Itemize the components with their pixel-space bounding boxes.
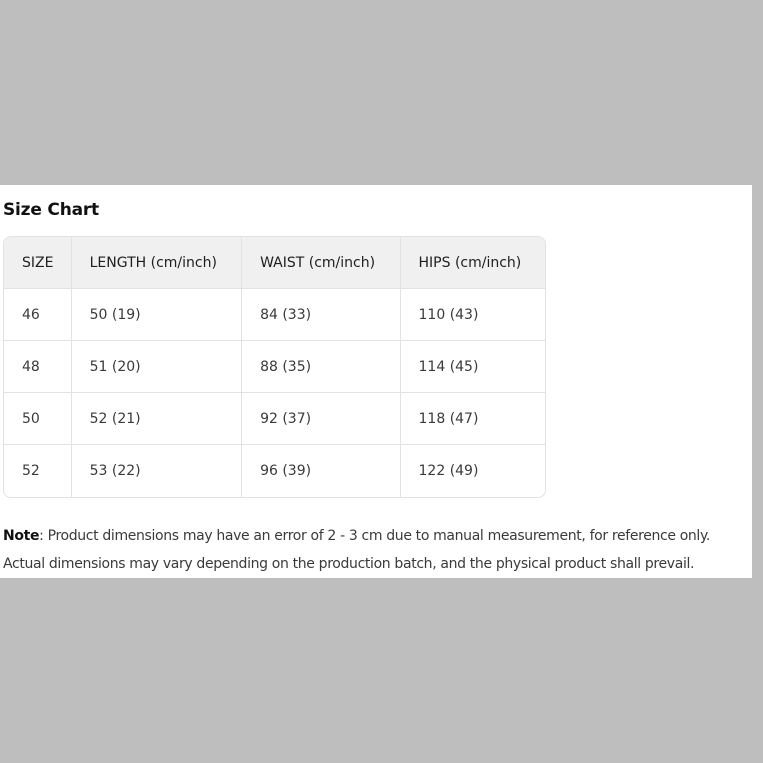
cell-hips: 122 (49) <box>418 463 479 479</box>
cell-length: 53 (22) <box>72 445 242 497</box>
header-waist: WAIST (cm/inch) <box>242 237 400 289</box>
page-title: Size Chart <box>3 200 99 220</box>
cell-waist: 92 (37) <box>242 393 400 445</box>
cell-size: 50 <box>4 393 72 445</box>
cell-size: 46 <box>4 289 72 341</box>
table-header-row <box>4 237 545 289</box>
table-row <box>4 289 545 341</box>
cell-size: 48 <box>4 341 72 393</box>
cell-waist: 84 (33) <box>242 289 400 341</box>
note-text-line-2: Actual dimensions may vary depending on the production batch, and the physical product shall prevail. <box>3 556 695 572</box>
table-row <box>4 341 545 393</box>
measurement-note <box>3 522 751 578</box>
cell-length: 51 (20) <box>72 341 242 393</box>
cell-waist: 96 (39) <box>242 445 400 497</box>
cell-waist: 88 (35) <box>242 341 400 393</box>
header-hips: HIPS (cm/inch) <box>401 237 545 289</box>
header-size: SIZE <box>4 237 72 289</box>
cell-length: 50 (19) <box>72 289 242 341</box>
note-label: Note <box>3 528 40 544</box>
size-chart-table <box>3 236 546 498</box>
cell-hips: 110 (43) <box>401 289 545 341</box>
cell-hips: 114 (45) <box>401 341 545 393</box>
cell-length: 52 (21) <box>72 393 242 445</box>
header-length: LENGTH (cm/inch) <box>72 237 242 289</box>
cell-size: 52 <box>4 445 72 497</box>
table-row <box>4 393 545 445</box>
cell-hips: 118 (47) <box>401 393 545 445</box>
note-text-line-1: : Product dimensions may have an error of 2 - 3 cm due to manual measurement, for reference only. <box>39 528 711 544</box>
table-row <box>4 445 545 497</box>
